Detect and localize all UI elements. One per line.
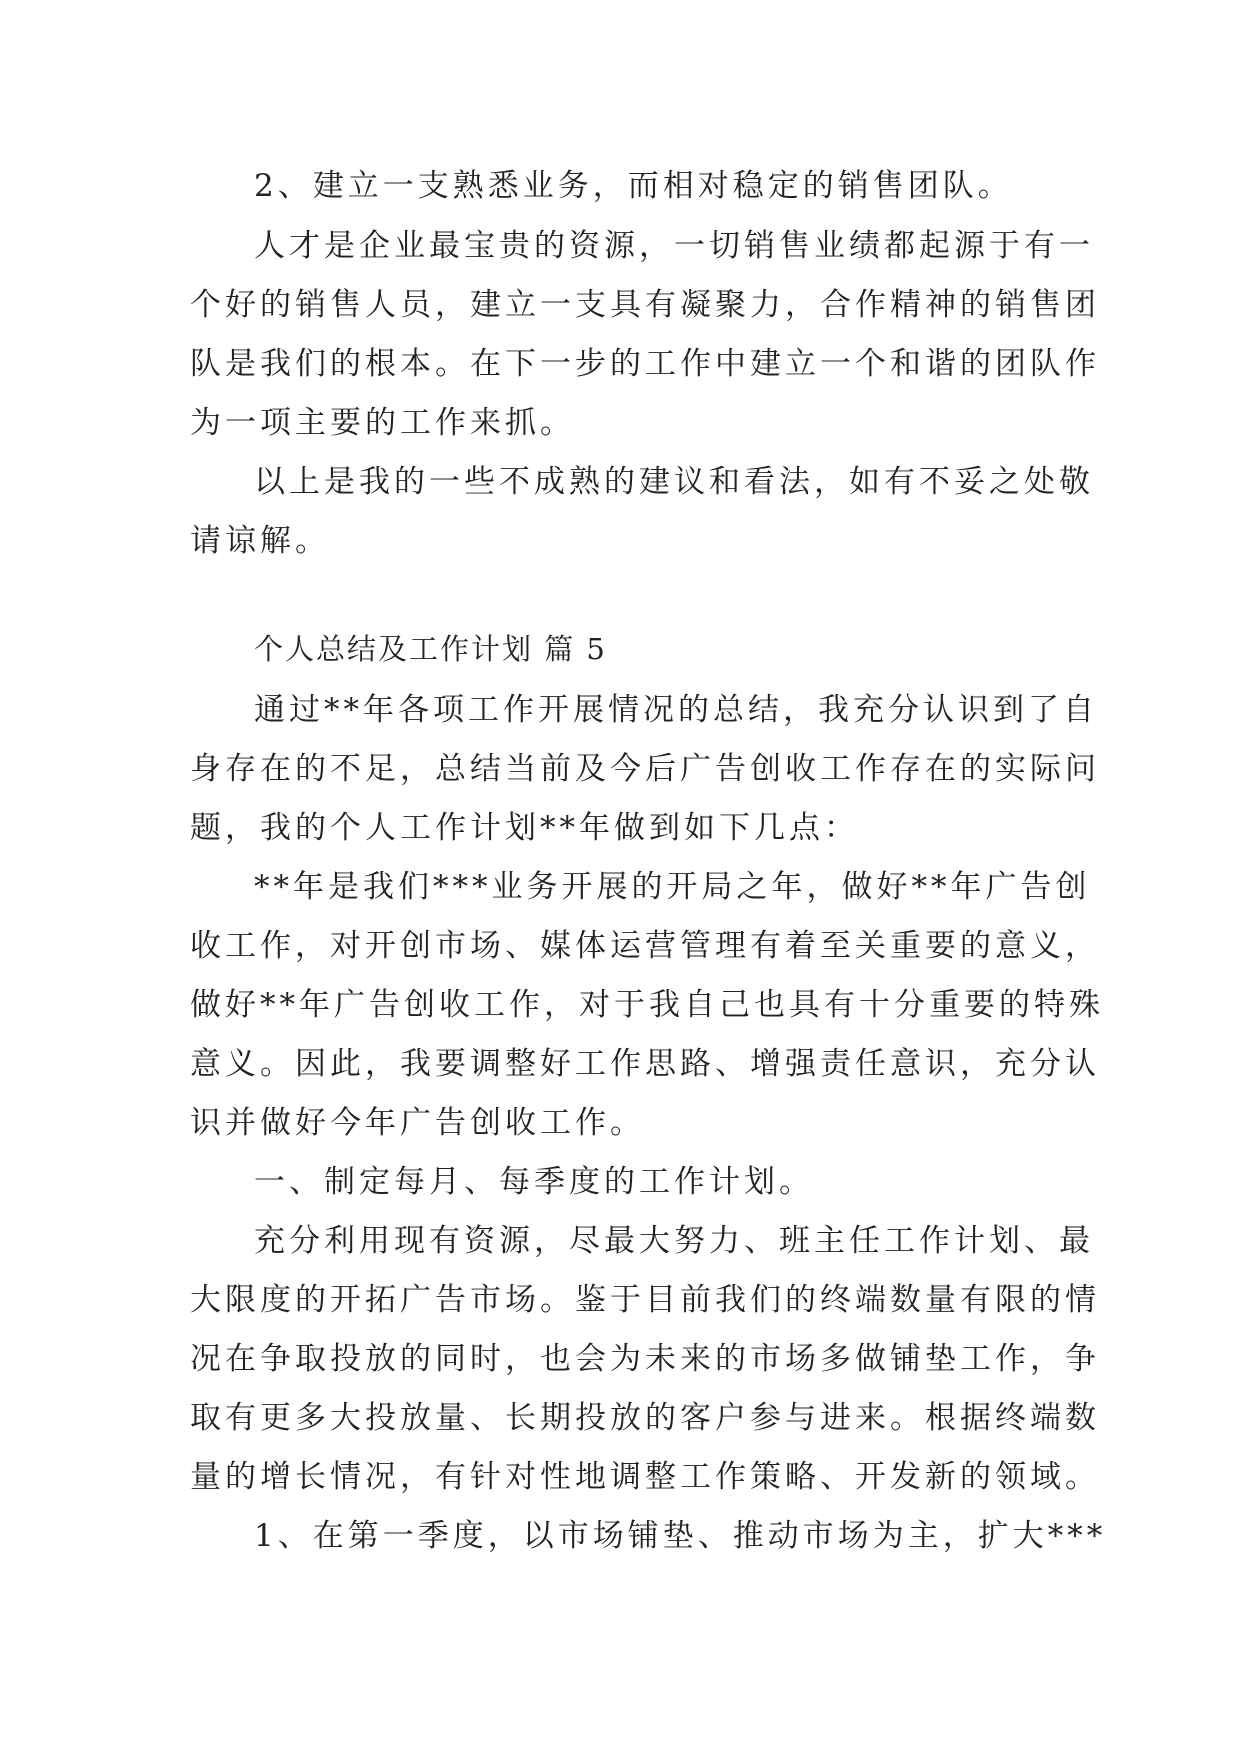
paragraph-line: 通过**年各项工作开展情况的总结，我充分认识到了自 — [254, 692, 1098, 728]
paragraph-line: 以上是我的一些不成熟的建议和看法，如有不妥之处敬 — [254, 464, 1094, 500]
paragraph-line: 况在争取投放的同时，也会为未来的市场多做铺垫工作，争 — [190, 1341, 1100, 1377]
paragraph-line: 题，我的个人工作计划**年做到如下几点： — [190, 810, 859, 846]
paragraph-line: 一、制定每月、每季度的工作计划。 — [254, 1164, 814, 1200]
paragraph-line: 做好**年广告创收工作，对于我自己也具有十分重要的特殊 — [190, 987, 1104, 1023]
paragraph-line: **年是我们***业务开展的开局之年，做好**年广告创 — [254, 869, 1091, 905]
paragraph-line: 意义。因此，我要调整好工作思路、增强责任意识，充分认 — [190, 1046, 1100, 1082]
paragraph-line: 队是我们的根本。在下一步的工作中建立一个和谐的团队作 — [190, 346, 1100, 382]
paragraph-line: 识并做好今年广告创收工作。 — [190, 1105, 645, 1141]
paragraph-line: 为一项主要的工作来抓。 — [190, 405, 575, 441]
paragraph-line: 收工作，对开创市场、媒体运营管理有着至关重要的意义， — [190, 928, 1100, 964]
section-heading: 个人总结及工作计划 篇 5 — [254, 632, 607, 666]
paragraph-line: 请谅解。 — [190, 523, 330, 559]
paragraph-line: 取有更多大投放量、长期投放的客户参与进来。根据终端数 — [190, 1400, 1100, 1436]
paragraph-line: 人才是企业最宝贵的资源，一切销售业绩都起源于有一 — [254, 228, 1094, 264]
paragraph-line: 个好的销售人员，建立一支具有凝聚力，合作精神的销售团 — [190, 287, 1100, 323]
paragraph-line: 1、在第一季度，以市场铺垫、推动市场为主，扩大*** — [254, 1518, 1107, 1554]
paragraph-line: 2、建立一支熟悉业务，而相对稳定的销售团队。 — [254, 168, 1013, 204]
paragraph-line: 量的增长情况，有针对性地调整工作策略、开发新的领域。 — [190, 1459, 1100, 1495]
paragraph-line: 大限度的开拓广告市场。鉴于目前我们的终端数量有限的情 — [190, 1282, 1100, 1318]
paragraph-line: 身存在的不足，总结当前及今后广告创收工作存在的实际问 — [190, 751, 1100, 787]
paragraph-line: 充分利用现有资源，尽最大努力、班主任工作计划、最 — [254, 1223, 1094, 1259]
